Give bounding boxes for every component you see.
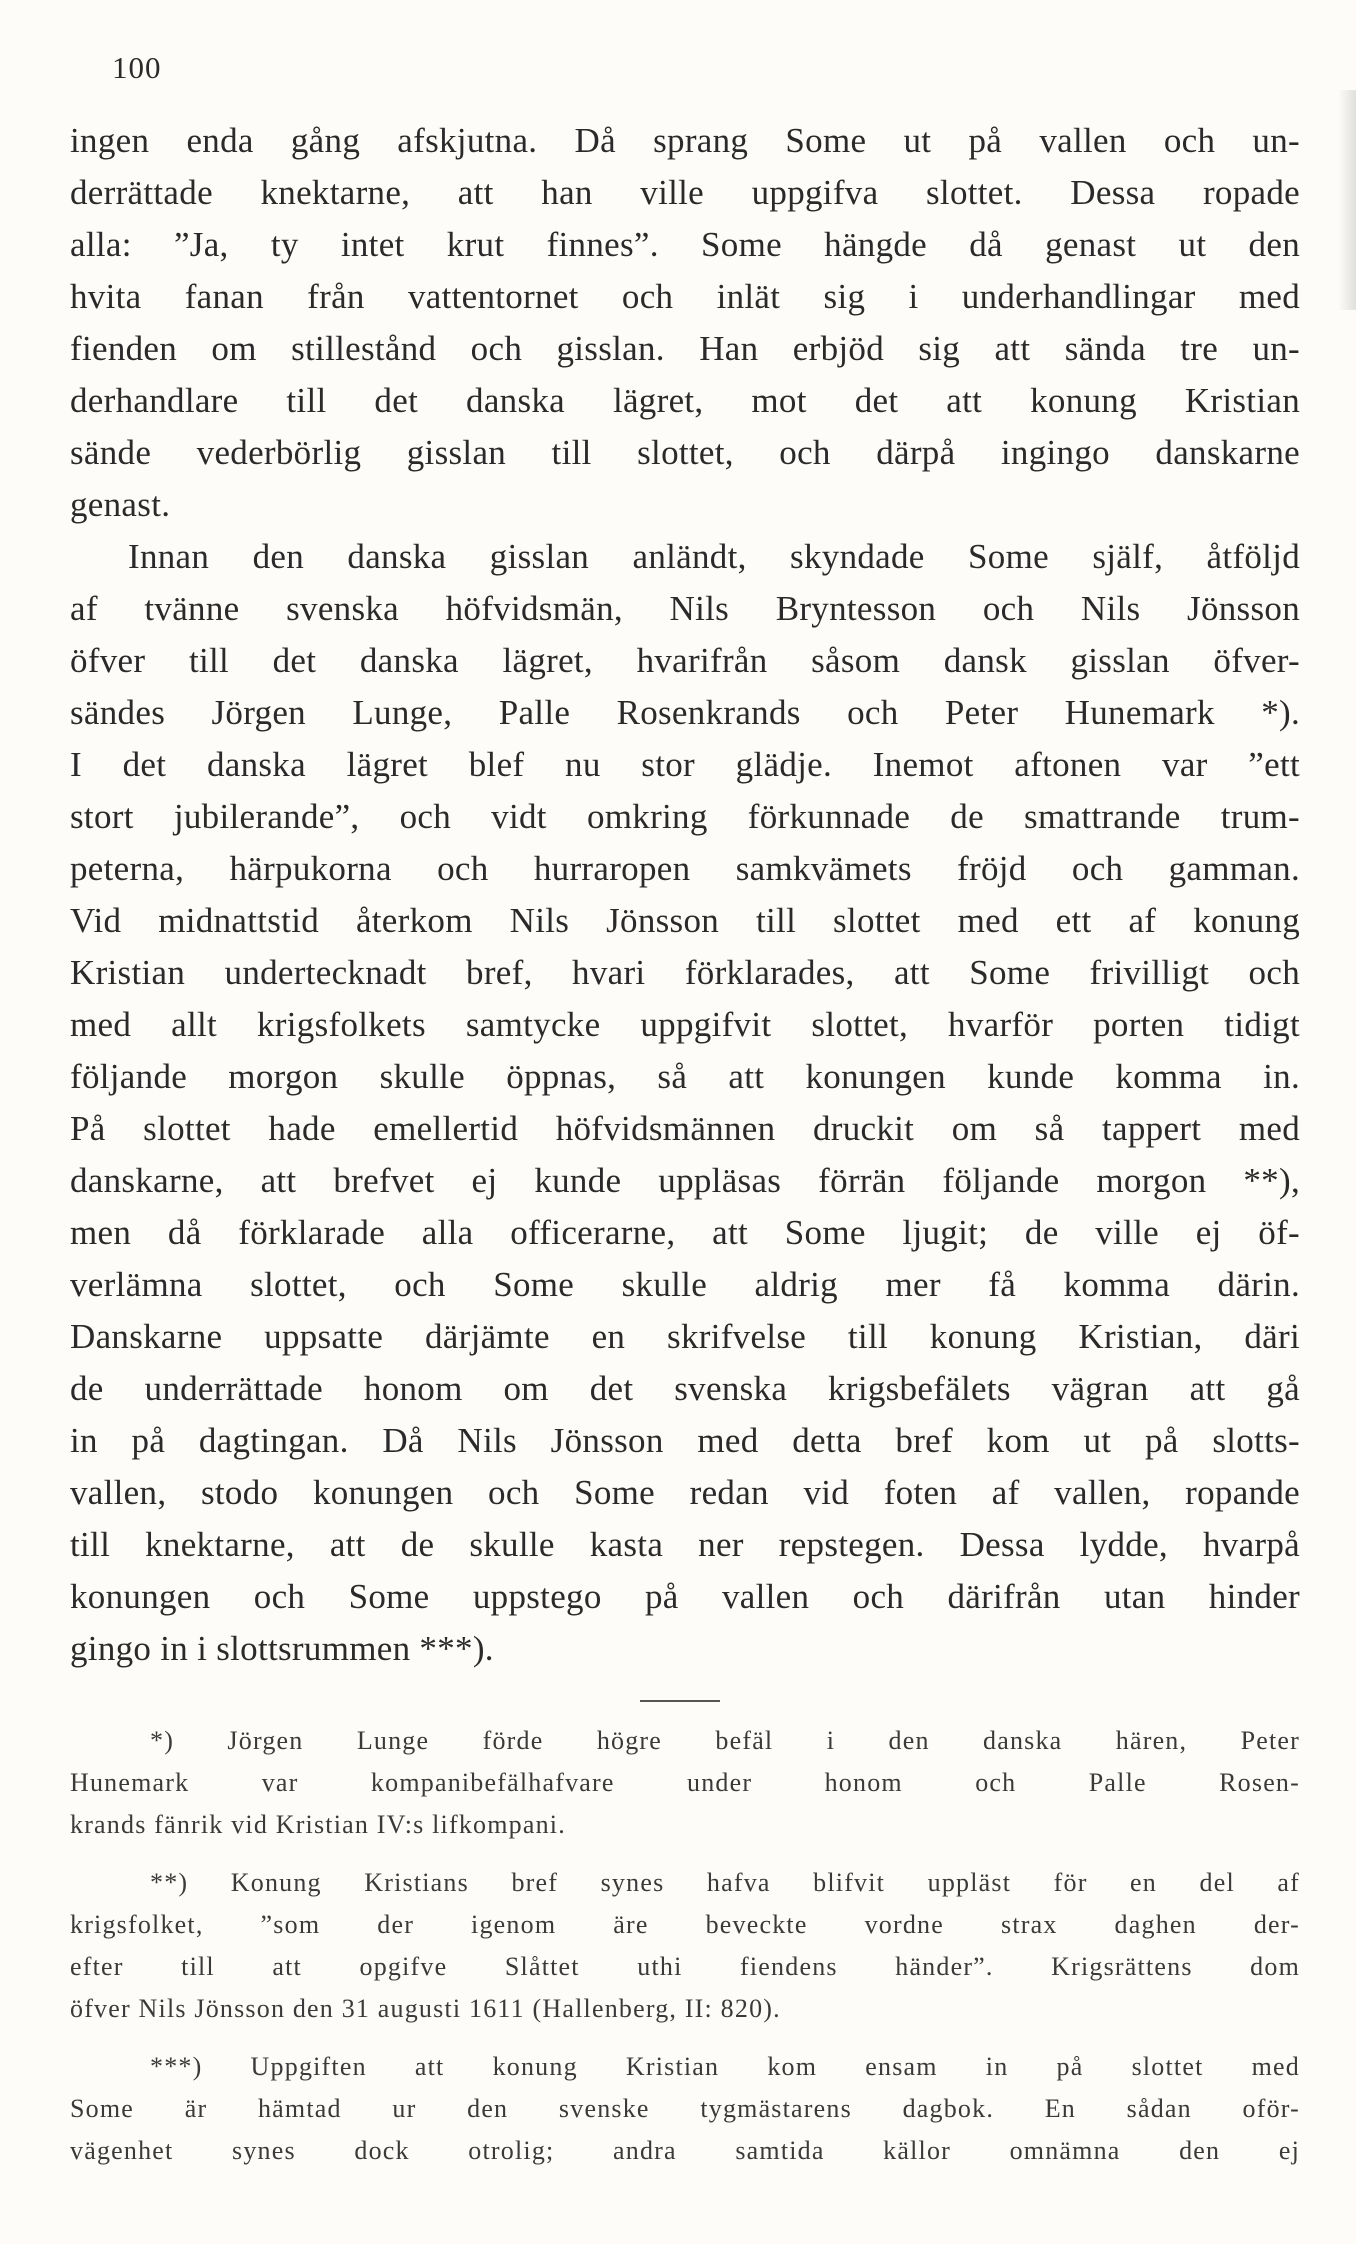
text-line: derrättade knektarne, att han ville uppgifva slottet. Dessa ropade — [70, 173, 1300, 212]
text-line: sände vederbörlig gisslan till slottet, och därpå ingingo danskarne — [70, 433, 1300, 472]
text-line: ingen enda gång afskjutna. Då sprang Some ut på vallen och un- — [70, 121, 1300, 160]
text-line: fienden om stillestånd och gisslan. Han erbjöd sig att sända tre un- — [70, 329, 1300, 368]
text-line: danskarne, att brefvet ej kunde uppläsas förrän följande morgon **), — [70, 1161, 1300, 1200]
text-line: sändes Jörgen Lunge, Palle Rosenkrands och Peter Hunemark *). — [70, 693, 1300, 732]
text-line: På slottet hade emellertid höfvidsmännen druckit om så tappert med — [70, 1109, 1300, 1148]
footnote-line: efter till att opgifve Slåttet uthi fiendens händer”. Krigsrättens dom — [70, 1952, 1300, 1981]
text-line: med allt krigsfolkets samtycke uppgifvit slottet, hvarför porten tidigt — [70, 1005, 1300, 1044]
text-line: öfver till det danska lägret, hvarifrån såsom dansk gisslan öfver- — [70, 641, 1300, 680]
footnote-line: vägenhet synes dock otrolig; andra samtida källor omnämna den ej — [70, 2136, 1300, 2165]
text-line: Danskarne uppsatte därjämte en skrifvelse till konung Kristian, däri — [70, 1317, 1300, 1356]
text-line: verlämna slottet, och Some skulle aldrig mer få komma därin. — [70, 1265, 1300, 1304]
text-line: hvita fanan från vattentornet och inlät sig i underhandlingar med — [70, 277, 1300, 316]
text-line: Vid midnattstid återkom Nils Jönsson till slottet med ett af konung — [70, 901, 1300, 940]
text-line: de underrättade honom om det svenska krigsbefälets vägran att gå — [70, 1369, 1300, 1408]
footnote-line: Hunemark var kompanibefälhafvare under honom och Palle Rosen- — [70, 1768, 1300, 1797]
text-line: stort jubilerande”, och vidt omkring förkunnade de smattrande trum- — [70, 797, 1300, 836]
footnote-line: krands fänrik vid Kristian IV:s lifkompani. — [70, 1810, 566, 1839]
footnote-line: öfver Nils Jönsson den 31 augusti 1611 (Hallenberg, II: 820). — [70, 1994, 781, 2023]
footnote-line: ***) Uppgiften att konung Kristian kom ensam in på slottet med — [150, 2052, 1300, 2081]
text-line: af tvänne svenska höfvidsmän, Nils Bryntesson och Nils Jönsson — [70, 589, 1300, 628]
footnote-divider — [640, 1700, 720, 1702]
text-line: Kristian undertecknadt bref, hvari förklarades, att Some frivilligt och — [70, 953, 1300, 992]
text-line: vallen, stodo konungen och Some redan vid foten af vallen, ropande — [70, 1473, 1300, 1512]
text-line: följande morgon skulle öppnas, så att konungen kunde komma in. — [70, 1057, 1300, 1096]
text-line: derhandlare till det danska lägret, mot det att konung Kristian — [70, 381, 1300, 420]
text-line: peterna, härpukorna och hurraropen samkvämets fröjd och gamman. — [70, 849, 1300, 888]
text-line: till knektarne, att de skulle kasta ner repstegen. Dessa lydde, hvarpå — [70, 1525, 1300, 1564]
text-line: konungen och Some uppstego på vallen och därifrån utan hinder — [70, 1577, 1300, 1616]
footnote-line: Some är hämtad ur den svenske tygmästarens dagbok. En sådan oför- — [70, 2094, 1300, 2123]
text-line: Innan den danska gisslan anländt, skyndade Some själf, åtföljd — [128, 537, 1300, 576]
page-edge-shadow — [1338, 90, 1356, 310]
text-line: I det danska lägret blef nu stor glädje. Inemot aftonen var ”ett — [70, 745, 1300, 784]
text-line: men då förklarade alla officerarne, att Some ljugit; de ville ej öf- — [70, 1213, 1300, 1252]
text-line: alla: ”Ja, ty intet krut finnes”. Some hängde då genast ut den — [70, 225, 1300, 264]
footnote-line: **) Konung Kristians bref synes hafva blifvit uppläst för en del af — [150, 1868, 1300, 1897]
text-line: in på dagtingan. Då Nils Jönsson med detta bref kom ut på slotts- — [70, 1421, 1300, 1460]
footnote-line: krigsfolket, ”som der igenom äre beveckte vordne strax daghen der- — [70, 1910, 1300, 1939]
page-number: 100 — [112, 50, 162, 85]
footnote-line: *) Jörgen Lunge förde högre befäl i den danska hären, Peter — [150, 1726, 1300, 1755]
text-line: genast. — [70, 485, 171, 524]
text-line: gingo in i slottsrummen ***). — [70, 1629, 494, 1668]
